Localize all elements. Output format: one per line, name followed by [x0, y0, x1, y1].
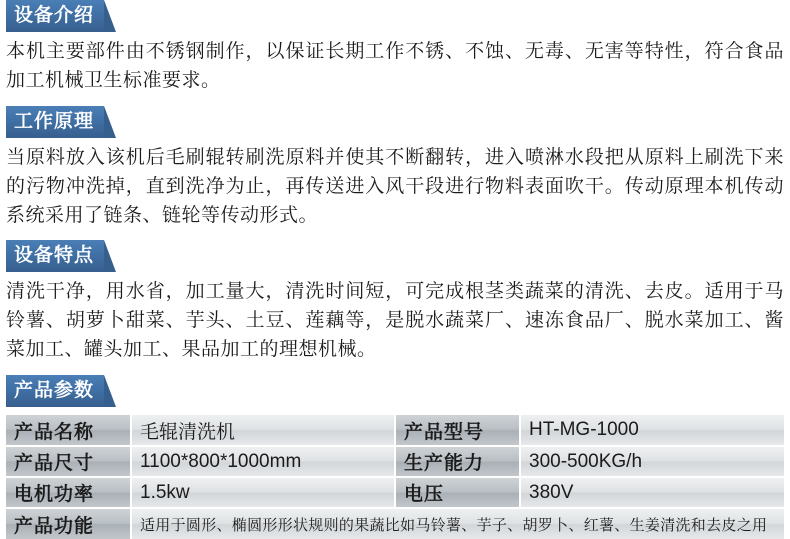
- section-working-principle: [6, 106, 784, 231]
- product-parameters-table: [6, 415, 784, 539]
- param-key-product-function: 产品功能: [6, 508, 131, 539]
- section-title-equipment-intro: 设备介绍: [6, 0, 104, 32]
- section-title-working-principle: 工作原理: [6, 106, 104, 138]
- param-value-capacity: 300-500KG/h: [520, 446, 784, 477]
- section-title-equipment-features: 设备特点: [6, 240, 104, 272]
- table-row: [6, 415, 784, 446]
- table-row: [6, 477, 784, 508]
- section-title-product-parameters: 产品参数: [6, 375, 104, 407]
- param-key-motor-power: 电机功率: [6, 477, 131, 508]
- param-value-voltage: 380V: [520, 477, 784, 508]
- section-body-equipment-features: 清洗干净，用水省，加工量大，清洗时间短，可完成根茎类蔬菜的清洗、去皮。适用于马铃薯、胡萝卜甜菜、芋头、土豆、莲藕等，是脱水蔬菜厂、速冻食品厂、脱水菜加工、酱菜加工、罐头加工、果品加工的理想机械。: [6, 281, 784, 361]
- section-equipment-features: [6, 240, 784, 365]
- section-body-working-principle: 当原料放入该机后毛刷辊转刷洗原料并使其不断翻转，进入喷淋水段把从原料上刷洗下来的污物冲洗掉，直到洗净为止，再传送进入风干段进行物料表面吹干。传动原理本机传动系统采用了链条、链轮等传动形式。: [6, 146, 784, 226]
- table-row: [6, 446, 784, 477]
- param-value-motor-power: 1.5kw: [131, 477, 395, 508]
- param-key-voltage: 电压: [395, 477, 520, 508]
- param-key-capacity: 生产能力: [395, 446, 520, 477]
- param-value-product-model: HT-MG-1000: [520, 415, 784, 446]
- param-value-product-size: 1100*800*1000mm: [131, 446, 395, 477]
- section-equipment-intro: [6, 0, 784, 96]
- param-key-product-size: 产品尺寸: [6, 446, 131, 477]
- param-key-product-model: 产品型号: [395, 415, 520, 446]
- param-key-product-name: 产品名称: [6, 415, 131, 446]
- section-product-parameters: [6, 375, 784, 539]
- param-value-product-name: 毛辊清洗机: [131, 415, 395, 446]
- section-body-equipment-intro: 本机主要部件由不锈钢制作，以保证长期工作不锈、不蚀、无毒、无害等特性，符合食品加工机械卫生标准要求。: [6, 41, 784, 91]
- table-row: [6, 508, 784, 539]
- param-value-product-function: 适用于圆形、椭圆形形状规则的果蔬比如马铃薯、芋子、胡罗卜、红薯、生姜清洗和去皮之用: [131, 508, 784, 539]
